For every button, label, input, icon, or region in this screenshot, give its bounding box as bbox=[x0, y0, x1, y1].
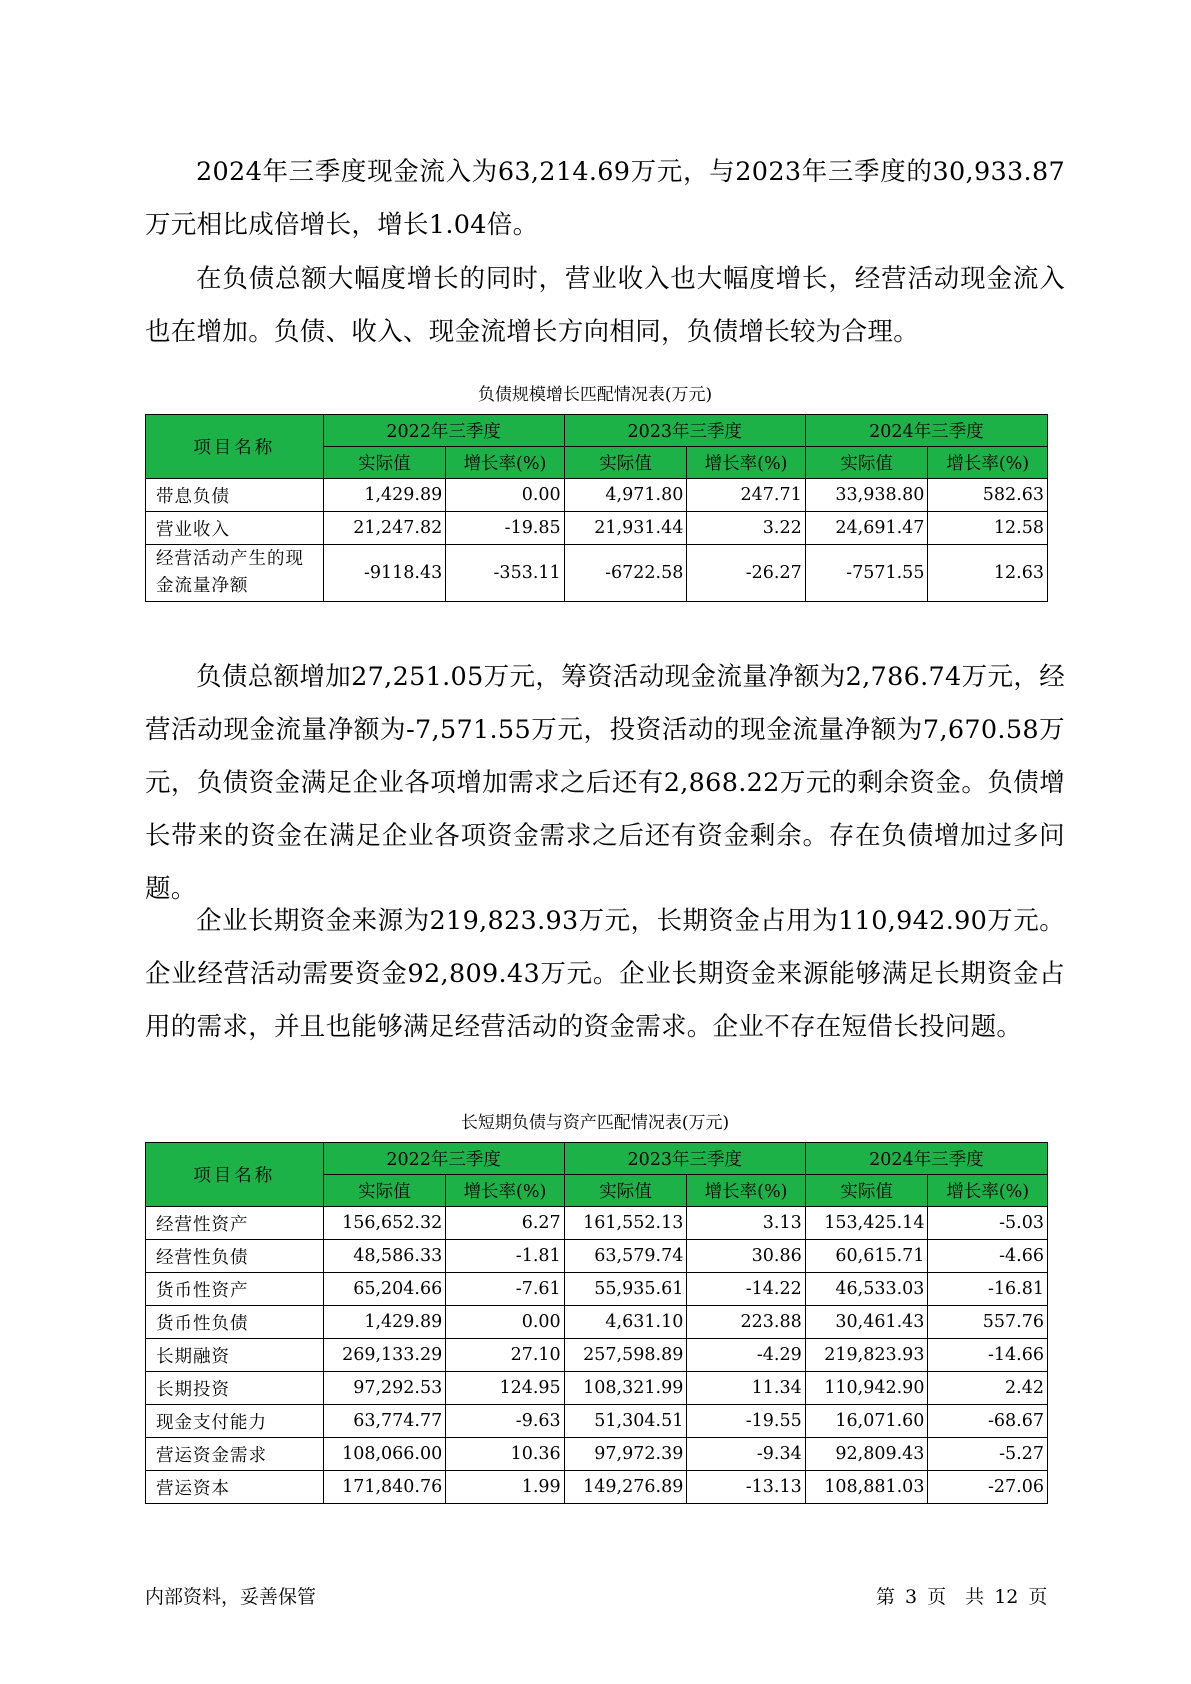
cell-value: 4,971.80 bbox=[564, 479, 687, 512]
cell-growth: 2.42 bbox=[928, 1372, 1048, 1405]
header-period-2023q3: 2023年三季度 bbox=[564, 1143, 805, 1175]
cell-value: -9118.43 bbox=[323, 545, 446, 602]
footer-page-number: 第 3 页 共 12 页 bbox=[876, 1586, 1048, 1608]
debt-asset-match-table bbox=[145, 1142, 1048, 1504]
cell-growth: 11.34 bbox=[687, 1372, 805, 1405]
cell-growth: 582.63 bbox=[928, 479, 1048, 512]
cell-value: 60,615.71 bbox=[805, 1240, 928, 1273]
table-row bbox=[146, 1207, 1048, 1240]
debt-growth-table bbox=[145, 414, 1048, 602]
cell-growth: -19.85 bbox=[446, 512, 564, 545]
cell-growth: -9.34 bbox=[687, 1438, 805, 1471]
cell-value: 21,247.82 bbox=[323, 512, 446, 545]
cell-value: 92,809.43 bbox=[805, 1438, 928, 1471]
cell-growth: -9.63 bbox=[446, 1405, 564, 1438]
cell-value: 30,461.43 bbox=[805, 1306, 928, 1339]
cell-growth: 1.99 bbox=[446, 1471, 564, 1504]
cell-value: 63,579.74 bbox=[564, 1240, 687, 1273]
row-name: 营运资金需求 bbox=[146, 1438, 324, 1471]
row-name: 现金支付能力 bbox=[146, 1405, 324, 1438]
header-period-2024q3: 2024年三季度 bbox=[805, 415, 1047, 447]
header-actual-value: 实际值 bbox=[564, 1175, 687, 1207]
cell-value: 63,774.77 bbox=[323, 1405, 446, 1438]
row-name: 长期融资 bbox=[146, 1339, 324, 1372]
row-name: 经营性负债 bbox=[146, 1240, 324, 1273]
header-item-name: 项目名称 bbox=[146, 415, 324, 479]
table-row bbox=[146, 1240, 1048, 1273]
cell-value: 257,598.89 bbox=[564, 1339, 687, 1372]
cell-value: 153,425.14 bbox=[805, 1207, 928, 1240]
cell-growth: 223.88 bbox=[687, 1306, 805, 1339]
row-name: 货币性资产 bbox=[146, 1273, 324, 1306]
header-period-2022q3: 2022年三季度 bbox=[323, 1143, 564, 1175]
cell-growth: 557.76 bbox=[928, 1306, 1048, 1339]
row-name: 营业收入 bbox=[146, 512, 324, 545]
cell-growth: 30.86 bbox=[687, 1240, 805, 1273]
cell-value: 171,840.76 bbox=[323, 1471, 446, 1504]
cell-growth: 3.13 bbox=[687, 1207, 805, 1240]
cell-growth: 0.00 bbox=[446, 479, 564, 512]
cell-value: 48,586.33 bbox=[323, 1240, 446, 1273]
cell-growth: -14.66 bbox=[928, 1339, 1048, 1372]
cell-value: 161,552.13 bbox=[564, 1207, 687, 1240]
cell-value: 108,321.99 bbox=[564, 1372, 687, 1405]
header-growth-rate: 增长率(%) bbox=[446, 1175, 564, 1207]
table-row bbox=[146, 1405, 1048, 1438]
cell-value: 46,533.03 bbox=[805, 1273, 928, 1306]
footer-confidential-note: 内部资料，妥善保管 bbox=[145, 1586, 317, 1608]
table-row bbox=[146, 479, 1048, 512]
cell-value: 51,304.51 bbox=[564, 1405, 687, 1438]
cell-value: 108,066.00 bbox=[323, 1438, 446, 1471]
cell-growth: -4.29 bbox=[687, 1339, 805, 1372]
table-row bbox=[146, 1438, 1048, 1471]
header-actual-value: 实际值 bbox=[805, 1175, 928, 1207]
cell-growth: -16.81 bbox=[928, 1273, 1048, 1306]
table-row bbox=[146, 1339, 1048, 1372]
cell-value: 97,972.39 bbox=[564, 1438, 687, 1471]
table-row bbox=[146, 1306, 1048, 1339]
cell-growth: 10.36 bbox=[446, 1438, 564, 1471]
row-name: 经营性资产 bbox=[146, 1207, 324, 1240]
cell-growth: 3.22 bbox=[687, 512, 805, 545]
cell-value: 108,881.03 bbox=[805, 1471, 928, 1504]
table-row bbox=[146, 1372, 1048, 1405]
cell-value: 110,942.90 bbox=[805, 1372, 928, 1405]
cell-growth: -5.03 bbox=[928, 1207, 1048, 1240]
cell-growth: 124.95 bbox=[446, 1372, 564, 1405]
cell-value: 97,292.53 bbox=[323, 1372, 446, 1405]
cell-growth: 27.10 bbox=[446, 1339, 564, 1372]
row-name: 货币性负债 bbox=[146, 1306, 324, 1339]
cell-growth: -19.55 bbox=[687, 1405, 805, 1438]
cell-value: 65,204.66 bbox=[323, 1273, 446, 1306]
header-actual-value: 实际值 bbox=[564, 447, 687, 479]
cell-value: 33,938.80 bbox=[805, 479, 928, 512]
table1-caption: 负债规模增长匹配情况表(万元) bbox=[477, 385, 713, 405]
table-row bbox=[146, 1273, 1048, 1306]
row-name: 长期投资 bbox=[146, 1372, 324, 1405]
cell-value: 1,429.89 bbox=[323, 479, 446, 512]
cell-value: 55,935.61 bbox=[564, 1273, 687, 1306]
header-period-2023q3: 2023年三季度 bbox=[564, 415, 805, 447]
row-name: 带息负债 bbox=[146, 479, 324, 512]
cell-growth: -7.61 bbox=[446, 1273, 564, 1306]
paragraph-cash-inflow: 2024年三季度现金流入为63,214.69万元，与2023年三季度的30,933.87万元相比成倍增长，增长1.04倍。 bbox=[145, 157, 1065, 240]
header-actual-value: 实际值 bbox=[323, 1175, 446, 1207]
cell-value: 149,276.89 bbox=[564, 1471, 687, 1504]
cell-growth: -26.27 bbox=[687, 545, 805, 602]
cell-growth: -14.22 bbox=[687, 1273, 805, 1306]
header-item-name: 项目名称 bbox=[146, 1143, 324, 1207]
cell-growth: 6.27 bbox=[446, 1207, 564, 1240]
cell-value: 156,652.32 bbox=[323, 1207, 446, 1240]
cell-growth: 247.71 bbox=[687, 479, 805, 512]
cell-value: 269,133.29 bbox=[323, 1339, 446, 1372]
table-row bbox=[146, 1471, 1048, 1504]
cell-value: 1,429.89 bbox=[323, 1306, 446, 1339]
header-actual-value: 实际值 bbox=[805, 447, 928, 479]
cell-growth: -13.13 bbox=[687, 1471, 805, 1504]
table2-caption: 长短期负债与资产匹配情况表(万元) bbox=[460, 1113, 730, 1133]
cell-growth: -353.11 bbox=[446, 545, 564, 602]
cell-growth: 12.63 bbox=[928, 545, 1048, 602]
cell-value: -6722.58 bbox=[564, 545, 687, 602]
cell-growth: -68.67 bbox=[928, 1405, 1048, 1438]
cell-growth: -5.27 bbox=[928, 1438, 1048, 1471]
row-name: 营运资本 bbox=[146, 1471, 324, 1504]
cell-value: 219,823.93 bbox=[805, 1339, 928, 1372]
header-growth-rate: 增长率(%) bbox=[687, 447, 805, 479]
header-actual-value: 实际值 bbox=[323, 447, 446, 479]
cell-growth: 12.58 bbox=[928, 512, 1048, 545]
cell-value: -7571.55 bbox=[805, 545, 928, 602]
header-period-2022q3: 2022年三季度 bbox=[323, 415, 564, 447]
cell-growth: 0.00 bbox=[446, 1306, 564, 1339]
table-row bbox=[146, 512, 1048, 545]
cell-value: 24,691.47 bbox=[805, 512, 928, 545]
paragraph-debt-increase-analysis: 负债总额增加27,251.05万元，筹资活动现金流量净额为2,786.74万元，经营活动现金流量净额为-7,571.55万元，投资活动的现金流量净额为7,670.58万元，负债资金满足企业各项增加需求之后还有2,868.22万元的剩余资金。负债增长带来的资金在满足企业各项资金需求之后还有资金剩余。存在负债增加过多问题。 bbox=[145, 662, 1065, 904]
cell-growth: -4.66 bbox=[928, 1240, 1048, 1273]
cell-value: 4,631.10 bbox=[564, 1306, 687, 1339]
cell-growth: -1.81 bbox=[446, 1240, 564, 1273]
header-growth-rate: 增长率(%) bbox=[928, 1175, 1048, 1207]
header-period-2024q3: 2024年三季度 bbox=[805, 1143, 1047, 1175]
cell-value: 21,931.44 bbox=[564, 512, 687, 545]
paragraph-long-term-funding: 企业长期资金来源为219,823.93万元，长期资金占用为110,942.90万元。企业经营活动需要资金92,809.43万元。企业长期资金来源能够满足长期资金占用的需求，并且也能够满足经营活动的资金需求。企业不存在短借长投问题。 bbox=[145, 906, 1065, 1042]
cell-value: 16,071.60 bbox=[805, 1405, 928, 1438]
header-growth-rate: 增长率(%) bbox=[446, 447, 564, 479]
header-growth-rate: 增长率(%) bbox=[928, 447, 1048, 479]
paragraph-debt-growth-reasonable: 在负债总额大幅度增长的同时，营业收入也大幅度增长，经营活动现金流入也在增加。负债、收入、现金流增长方向相同，负债增长较为合理。 bbox=[145, 264, 1065, 347]
row-name: 经营活动产生的现金流量净额 bbox=[146, 545, 324, 602]
cell-growth: -27.06 bbox=[928, 1471, 1048, 1504]
header-growth-rate: 增长率(%) bbox=[687, 1175, 805, 1207]
table-row bbox=[146, 545, 1048, 602]
